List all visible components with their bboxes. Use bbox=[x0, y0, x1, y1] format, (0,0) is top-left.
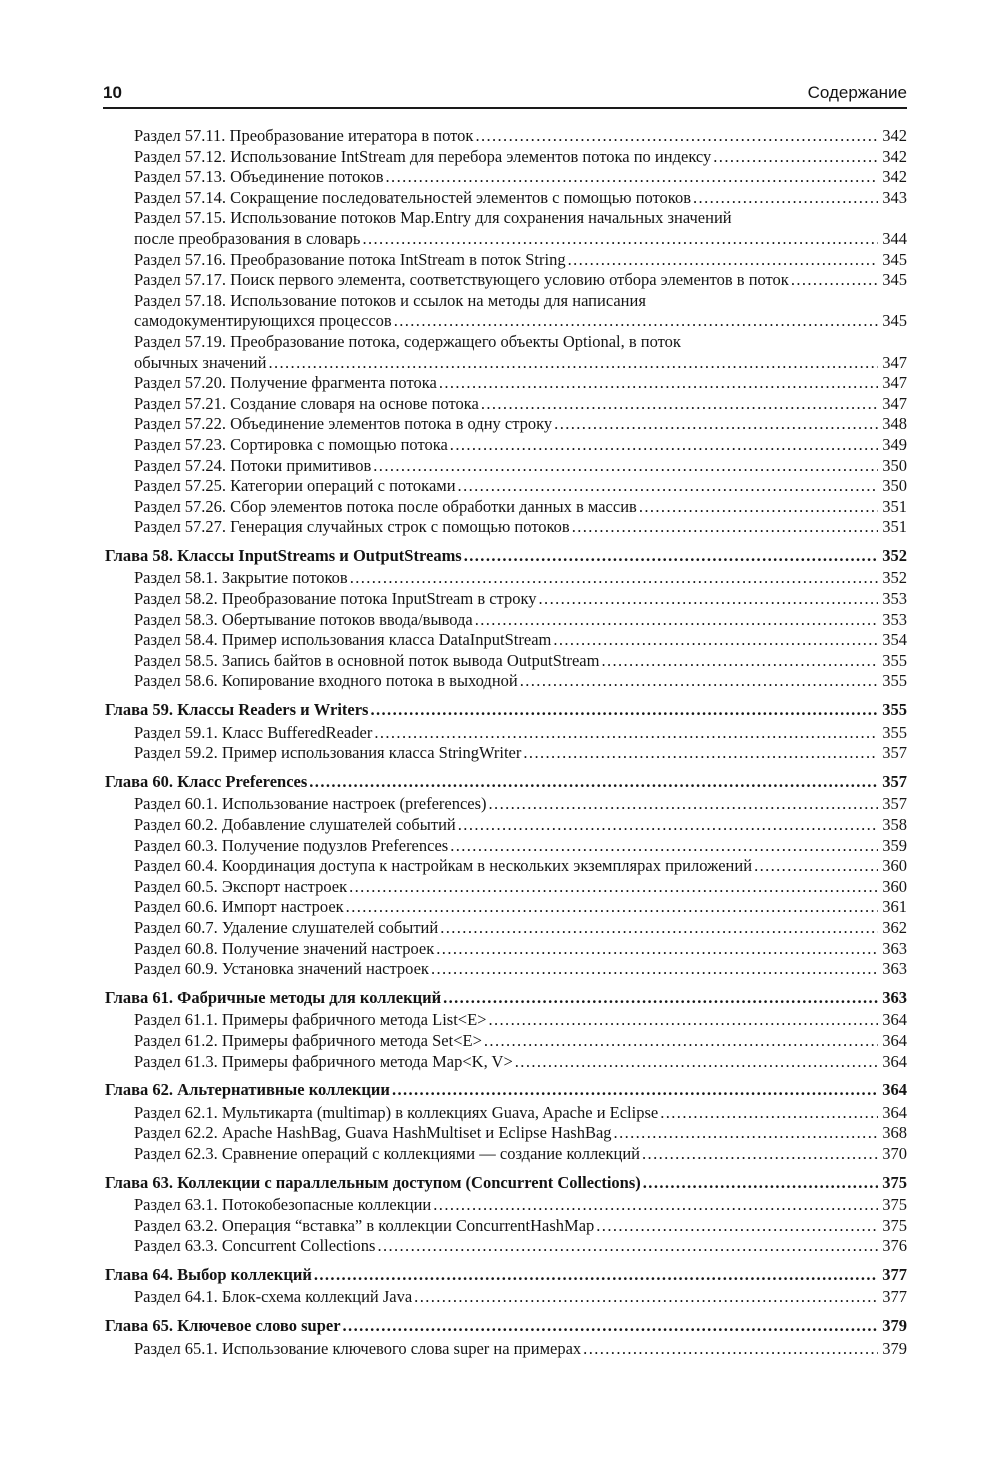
toc-section-entry bbox=[105, 794, 907, 815]
toc-entry-label: Раздел 60.2. Добавление слушателей событий bbox=[134, 815, 456, 834]
toc-entry-page: 353 bbox=[882, 589, 907, 609]
toc-section-entry bbox=[105, 476, 907, 497]
dot-leader bbox=[394, 311, 879, 332]
toc-section-entry bbox=[105, 589, 907, 610]
toc-entry-label: Раздел 60.1. Использование настроек (preferences) bbox=[134, 794, 487, 814]
toc-entry-label: после преобразования в словарь bbox=[134, 228, 361, 248]
toc-entry-label: Раздел 61.1. Примеры фабричного метода List<E> bbox=[134, 1010, 487, 1030]
toc-entry-page: 354 bbox=[882, 630, 907, 650]
toc-section-entry bbox=[105, 456, 907, 477]
dot-leader bbox=[268, 353, 878, 374]
toc-section-entry bbox=[105, 1236, 907, 1257]
dot-leader bbox=[436, 939, 878, 960]
toc-section-entry bbox=[105, 373, 907, 394]
dot-leader bbox=[433, 1195, 878, 1216]
toc-chapter-entry bbox=[105, 1265, 907, 1286]
toc-section-entry bbox=[105, 1103, 907, 1124]
toc-entry-label: Раздел 62.2. Apache HashBag, Guava HashMultiset и Eclipse HashBag bbox=[134, 1123, 612, 1143]
toc-entry-label: Раздел 57.14. Сокращение последовательностей элементов с помощью потоков bbox=[134, 187, 692, 207]
toc-entry-page: 347 bbox=[882, 393, 907, 413]
toc-entry-label: Раздел 58.6. Копирование входного потока в выходной bbox=[134, 671, 518, 691]
toc-entry-label: Раздел 61.2. Примеры фабричного метода Set<E> bbox=[134, 1030, 482, 1050]
toc-entry-page: 364 bbox=[882, 1051, 907, 1071]
toc-entry-page: 364 bbox=[882, 1030, 907, 1050]
toc-entry-label: Раздел 60.7. Удаление слушателей событий bbox=[134, 917, 439, 937]
dot-leader bbox=[572, 517, 879, 538]
toc-entry-label: Раздел 57.11. Преобразование итератора в поток bbox=[134, 126, 474, 145]
toc-entry-label: Раздел 63.1. Потокобезопасные коллекции bbox=[134, 1195, 432, 1215]
toc-entry-label: Глава 58. Классы InputStreams и OutputStreams bbox=[105, 545, 462, 565]
toc-entry-label: Раздел 60.5. Экспорт настроек bbox=[134, 876, 348, 896]
toc-entry-label: Раздел 63.2. Операция “вставка” в коллекции ConcurrentHashMap bbox=[134, 1215, 595, 1235]
toc-section-entry bbox=[105, 1010, 907, 1031]
toc-entry-page: 355 bbox=[882, 650, 907, 670]
toc-entry-page: 345 bbox=[882, 249, 907, 269]
toc-entry-label: Раздел 62.3. Сравнение операций с коллекциями — создание коллекций bbox=[134, 1143, 641, 1163]
toc-entry-label: Раздел 65.1. Использование ключевого слова super на примерах bbox=[134, 1338, 582, 1358]
toc-entry-label: Раздел 57.15. Использование потоков Map.Entry для сохранения начальных значений bbox=[134, 208, 732, 228]
toc-entry-label: Раздел 57.22. Объединение элементов потока в одну строку bbox=[134, 414, 553, 434]
toc-section-entry bbox=[105, 1123, 907, 1144]
dot-leader bbox=[614, 1123, 879, 1144]
dot-leader bbox=[343, 1316, 879, 1337]
dot-leader bbox=[450, 836, 878, 857]
dot-leader bbox=[439, 373, 878, 394]
toc-entry-page: 377 bbox=[882, 1264, 907, 1284]
toc-entry-page: 357 bbox=[882, 771, 907, 791]
dot-leader bbox=[377, 1236, 878, 1257]
toc-list bbox=[105, 126, 907, 1359]
dot-leader bbox=[414, 1287, 878, 1308]
toc-entry-page: 360 bbox=[882, 876, 907, 896]
toc-entry-page: 360 bbox=[882, 856, 907, 876]
toc-chapter-entry bbox=[105, 988, 907, 1009]
toc-entry-page: 357 bbox=[882, 794, 907, 814]
dot-leader bbox=[642, 1144, 878, 1165]
toc-entry-label: Раздел 62.1. Мультикарта (multimap) в коллекциях Guava, Apache и Eclipse bbox=[134, 1102, 659, 1122]
toc-section-entry bbox=[105, 250, 907, 271]
dot-leader bbox=[660, 1103, 878, 1124]
toc-chapter-entry bbox=[105, 546, 907, 567]
toc-section-entry bbox=[105, 1287, 907, 1308]
dot-leader bbox=[554, 414, 878, 435]
toc-entry-label: Глава 65. Ключевое слово super bbox=[105, 1316, 341, 1336]
dot-leader bbox=[440, 918, 878, 939]
toc-entry-page: 342 bbox=[882, 167, 907, 187]
toc-section-entry bbox=[105, 836, 907, 857]
toc-entry-label: Глава 64. Выбор коллекций bbox=[105, 1264, 312, 1284]
toc-entry-label: Раздел 59.2. Пример использования класса StringWriter bbox=[134, 743, 522, 763]
toc-entry-page: 376 bbox=[882, 1236, 907, 1256]
dot-leader bbox=[693, 188, 878, 209]
toc-section-entry bbox=[105, 743, 907, 764]
toc-section-entry bbox=[105, 877, 907, 898]
toc-entry-page: 363 bbox=[882, 938, 907, 958]
toc-entry-page: 342 bbox=[882, 126, 907, 145]
toc-entry-page: 362 bbox=[882, 917, 907, 937]
toc-section-entry bbox=[105, 517, 907, 538]
toc-section-entry bbox=[105, 208, 907, 229]
dot-leader bbox=[346, 897, 879, 918]
toc-entry-label: Раздел 60.4. Координация доступа к настройкам в нескольких экземплярах приложений bbox=[134, 856, 753, 876]
toc-entry-page: 351 bbox=[882, 496, 907, 516]
toc-section-entry bbox=[105, 126, 907, 147]
dot-leader bbox=[450, 435, 878, 456]
dot-leader bbox=[643, 1173, 878, 1194]
dot-leader bbox=[464, 546, 879, 567]
toc-entry-page: 355 bbox=[882, 671, 907, 691]
toc-entry-page: 355 bbox=[882, 722, 907, 742]
toc-entry-page: 351 bbox=[882, 517, 907, 537]
toc-entry-label: самодокументирующихся процессов bbox=[134, 311, 392, 331]
toc-entry-page: 348 bbox=[882, 414, 907, 434]
dot-leader bbox=[489, 794, 879, 815]
toc-section-entry bbox=[105, 291, 907, 312]
toc-entry-page: 352 bbox=[882, 568, 907, 588]
toc-entry-page: 377 bbox=[882, 1287, 907, 1307]
toc-section-entry bbox=[105, 856, 907, 877]
dot-leader bbox=[515, 1052, 878, 1073]
toc-section-entry bbox=[105, 651, 907, 672]
dot-leader bbox=[475, 126, 878, 147]
toc-section-entry bbox=[105, 918, 907, 939]
toc-entry-page: 358 bbox=[882, 815, 907, 834]
toc-entry-label: Глава 62. Альтернативные коллекции bbox=[105, 1080, 390, 1100]
dot-leader bbox=[523, 743, 878, 764]
toc-entry-label: обычных значений bbox=[134, 352, 267, 372]
dot-leader bbox=[370, 700, 878, 721]
toc-entry-label: Раздел 61.3. Примеры фабричного метода Map<K, V> bbox=[134, 1051, 513, 1071]
toc-entry-label: Раздел 57.17. Поиск первого элемента, соответствующего условию отбора элементов в поток bbox=[134, 270, 789, 290]
dot-leader bbox=[475, 610, 879, 631]
dot-leader bbox=[373, 456, 878, 477]
toc-chapter-entry bbox=[105, 1316, 907, 1337]
toc-entry-label: Раздел 57.21. Создание словаря на основе потока bbox=[134, 393, 479, 413]
toc-entry-label: Раздел 58.2. Преобразование потока InputStream в строку bbox=[134, 589, 537, 609]
toc-section-entry bbox=[105, 630, 907, 651]
dot-leader bbox=[568, 250, 879, 271]
toc-entry-page: 363 bbox=[882, 987, 907, 1007]
toc-section-entry bbox=[105, 394, 907, 415]
toc-chapter-entry bbox=[105, 1080, 907, 1101]
toc-entry-label: Раздел 60.9. Установка значений настроек bbox=[134, 959, 429, 979]
toc-entry-label: Раздел 57.27. Генерация случайных строк с помощью потоков bbox=[134, 517, 570, 537]
toc-chapter-entry bbox=[105, 700, 907, 721]
toc-entry-page: 347 bbox=[882, 352, 907, 372]
toc-entry-label: Глава 63. Коллекции с параллельным доступом (Concurrent Collections) bbox=[105, 1172, 641, 1192]
toc-section-entry bbox=[105, 414, 907, 435]
toc-section-entry bbox=[105, 568, 907, 589]
toc-entry-label: Раздел 59.1. Класс BufferedReader bbox=[134, 722, 373, 742]
toc-section-entry bbox=[105, 332, 907, 353]
toc-entry-page: 345 bbox=[882, 311, 907, 331]
dot-leader bbox=[713, 147, 878, 168]
dot-leader bbox=[481, 394, 878, 415]
toc-entry-label: Раздел 60.3. Получение подузлов Preferences bbox=[134, 835, 449, 855]
toc-entry-page: 379 bbox=[882, 1316, 907, 1336]
toc-section-entry bbox=[105, 959, 907, 980]
toc-entry-page: 363 bbox=[882, 959, 907, 979]
toc-section-entry bbox=[105, 1144, 907, 1165]
dot-leader bbox=[350, 568, 879, 589]
toc-entry-label: Раздел 57.19. Преобразование потока, содержащего объекты Optional, в поток bbox=[134, 331, 681, 351]
toc-entry-label: Раздел 58.5. Запись байтов в основной поток вывода OutputStream bbox=[134, 650, 600, 670]
toc-entry-page: 359 bbox=[882, 835, 907, 855]
dot-leader bbox=[520, 671, 879, 692]
toc-entry-label: Раздел 57.12. Использование IntStream для перебора элементов потока по индексу bbox=[134, 146, 712, 166]
toc-entry-page: 342 bbox=[882, 146, 907, 166]
toc-section-entry bbox=[105, 353, 907, 374]
toc-section-entry bbox=[105, 147, 907, 168]
toc-section-entry bbox=[105, 435, 907, 456]
dot-leader bbox=[314, 1265, 878, 1286]
toc-entry-page: 352 bbox=[882, 545, 907, 565]
toc-entry-page: 344 bbox=[882, 228, 907, 248]
toc-section-entry bbox=[105, 270, 907, 291]
toc-entry-label: Раздел 58.3. Обертывание потоков ввода/вывода bbox=[134, 609, 473, 629]
toc-entry-page: 350 bbox=[882, 476, 907, 496]
dot-leader bbox=[583, 1339, 878, 1360]
toc-section-entry bbox=[105, 1031, 907, 1052]
toc-entry-page: 353 bbox=[882, 609, 907, 629]
toc-entry-page: 355 bbox=[882, 700, 907, 720]
dot-leader bbox=[431, 959, 878, 980]
toc-section-entry bbox=[105, 723, 907, 744]
toc-entry-label: Глава 60. Класс Preferences bbox=[105, 771, 308, 791]
dot-leader bbox=[309, 772, 878, 793]
toc-entry-page: 375 bbox=[882, 1195, 907, 1215]
page-number: 10 bbox=[103, 83, 122, 102]
toc-entry-label: Раздел 57.23. Сортировка с помощью потока bbox=[134, 434, 448, 454]
toc-entry-label: Глава 61. Фабричные методы для коллекций bbox=[105, 987, 442, 1007]
toc-entry-label: Раздел 57.26. Сбор элементов потока после обработки данных в массив bbox=[134, 496, 637, 516]
toc-entry-page: 379 bbox=[882, 1338, 907, 1358]
dot-leader bbox=[362, 229, 878, 250]
toc-section-entry bbox=[105, 311, 907, 332]
toc-entry-label: Раздел 60.8. Получение значений настроек bbox=[134, 938, 435, 958]
toc-entry-label: Раздел 64.1. Блок-схема коллекций Java bbox=[134, 1287, 413, 1307]
toc-section-entry bbox=[105, 229, 907, 250]
toc-section-entry bbox=[105, 1339, 907, 1360]
toc-entry-page: 364 bbox=[882, 1102, 907, 1122]
toc-section-entry bbox=[105, 1052, 907, 1073]
dot-leader bbox=[553, 630, 878, 651]
dot-leader bbox=[392, 1080, 878, 1101]
page-header bbox=[103, 84, 907, 109]
dot-leader bbox=[374, 723, 878, 744]
toc-section-entry bbox=[105, 610, 907, 631]
toc-entry-page: 364 bbox=[882, 1010, 907, 1030]
toc-entry-label: Раздел 57.16. Преобразование потока IntStream в поток String bbox=[134, 249, 566, 269]
toc-chapter-entry bbox=[105, 1173, 907, 1194]
toc-entry-page: 349 bbox=[882, 434, 907, 454]
running-title: Содержание bbox=[807, 83, 907, 102]
toc-section-entry bbox=[105, 1216, 907, 1237]
toc-entry-label: Раздел 57.20. Получение фрагмента потока bbox=[134, 373, 437, 393]
toc-entry-page: 375 bbox=[882, 1215, 907, 1235]
toc-entry-page: 364 bbox=[882, 1080, 907, 1100]
toc-entry-page: 375 bbox=[882, 1172, 907, 1192]
toc-section-entry bbox=[105, 671, 907, 692]
toc-entry-page: 370 bbox=[882, 1143, 907, 1163]
dot-leader bbox=[386, 167, 879, 188]
dot-leader bbox=[458, 815, 878, 836]
toc-entry-page: 361 bbox=[882, 897, 907, 917]
toc-entry-label: Раздел 57.18. Использование потоков и ссылок на методы для написания bbox=[134, 290, 646, 310]
dot-leader bbox=[791, 270, 878, 291]
toc-entry-page: 345 bbox=[882, 270, 907, 290]
toc-entry-page: 357 bbox=[882, 743, 907, 763]
dot-leader bbox=[488, 1010, 878, 1031]
dot-leader bbox=[596, 1216, 878, 1237]
dot-leader bbox=[639, 497, 878, 518]
toc-entry-label: Раздел 57.13. Объединение потоков bbox=[134, 167, 384, 187]
toc-entry-label: Раздел 58.4. Пример использования класса DataInputStream bbox=[134, 630, 552, 650]
toc-section-entry bbox=[105, 815, 907, 836]
toc-section-entry bbox=[105, 897, 907, 918]
toc-section-entry bbox=[105, 939, 907, 960]
toc-entry-label: Раздел 57.24. Потоки примитивов bbox=[134, 455, 372, 475]
toc-entry-page: 347 bbox=[882, 373, 907, 393]
dot-leader bbox=[458, 476, 879, 497]
dot-leader bbox=[349, 877, 878, 898]
toc-entry-label: Глава 59. Классы Readers и Writers bbox=[105, 700, 369, 720]
toc-entry-label: Раздел 58.1. Закрытие потоков bbox=[134, 568, 348, 588]
toc-chapter-entry bbox=[105, 772, 907, 793]
toc-entry-page: 350 bbox=[882, 455, 907, 475]
dot-leader bbox=[754, 856, 878, 877]
toc-section-entry bbox=[105, 188, 907, 209]
toc-entry-label: Раздел 57.25. Категории операций с потоками bbox=[134, 476, 456, 496]
dot-leader bbox=[484, 1031, 878, 1052]
dot-leader bbox=[443, 988, 878, 1009]
toc-section-entry bbox=[105, 1195, 907, 1216]
toc-entry-label: Раздел 63.3. Concurrent Collections bbox=[134, 1236, 376, 1256]
dot-leader bbox=[539, 589, 879, 610]
toc-entry-page: 343 bbox=[882, 187, 907, 207]
toc-entry-label: Раздел 60.6. Импорт настроек bbox=[134, 897, 344, 917]
toc-section-entry bbox=[105, 167, 907, 188]
toc-section-entry bbox=[105, 497, 907, 518]
toc-entry-page: 368 bbox=[882, 1123, 907, 1143]
dot-leader bbox=[601, 651, 878, 672]
